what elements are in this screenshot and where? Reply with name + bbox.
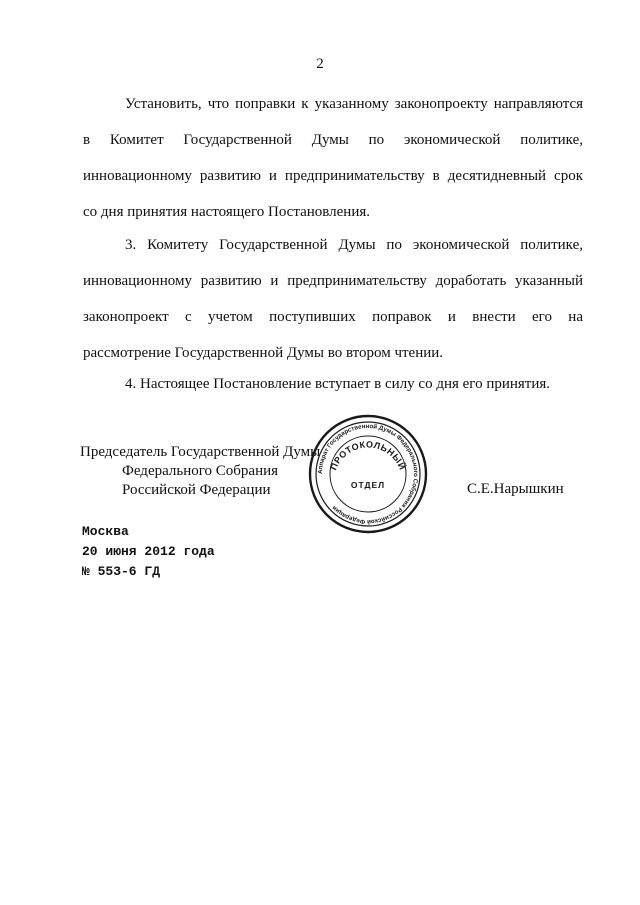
- protocol-department-stamp: [306, 412, 430, 536]
- paragraph-line: инновационному развитию и предпринимательству в десятидневный срок: [83, 168, 583, 184]
- stamp-center-line2: ОТДЕЛ: [350, 480, 386, 490]
- stamp-inner-ring: [316, 422, 420, 526]
- page-number: 2: [316, 56, 324, 72]
- signature-title-block: [80, 443, 320, 500]
- footer-number: № 553-6 ГД: [82, 564, 161, 579]
- paragraph-line: 3. Комитету Государственной Думы по экономической политике,: [125, 237, 583, 253]
- stamp-ring-text: [317, 423, 419, 525]
- paragraph-amendments-deadline: [83, 86, 583, 230]
- stamp-ring-textpath: Аппарат Государственной Думы Федерального Собрания Российской Федерации: [316, 422, 420, 526]
- paragraph-line: Установить, что поправки к указанному законопроекту направляются: [125, 96, 583, 112]
- paragraph-line: рассмотрение Государственной Думы во втором чтении.: [83, 345, 444, 361]
- document-footer: [82, 522, 215, 582]
- paragraph-line: инновационному развитию и предпринимательству доработать указанный: [83, 273, 583, 289]
- footer-city: Москва: [82, 524, 129, 539]
- stamp-center-line1: [328, 439, 408, 471]
- paragraph-committee-instruction: [83, 227, 583, 371]
- footer-date: 20 июня 2012 года: [82, 544, 215, 559]
- signature-title-line: Российской Федерации: [122, 482, 271, 498]
- paragraph-line: в Комитет Государственной Думы по экономической политике,: [83, 132, 583, 148]
- stamp-center-textpath: ПРОТОКОЛЬНЫЙ: [328, 439, 408, 472]
- signature-title-line: Федерального Собрания: [122, 463, 279, 479]
- paragraph-line: 4. Настоящее Постановление вступает в силу со дня его принятия.: [125, 376, 551, 392]
- paragraph-line: законопроект с учетом поступивших поправок и внести его на: [83, 309, 583, 325]
- signer-name: С.Е.Нарышкин: [467, 481, 564, 497]
- paragraph-effective-date: [83, 366, 583, 402]
- stamp-outer-ring: [310, 416, 426, 532]
- paragraph-line: со дня принятия настоящего Постановления.: [83, 204, 370, 220]
- signature-title-line: Председатель Государственной Думы: [80, 444, 321, 460]
